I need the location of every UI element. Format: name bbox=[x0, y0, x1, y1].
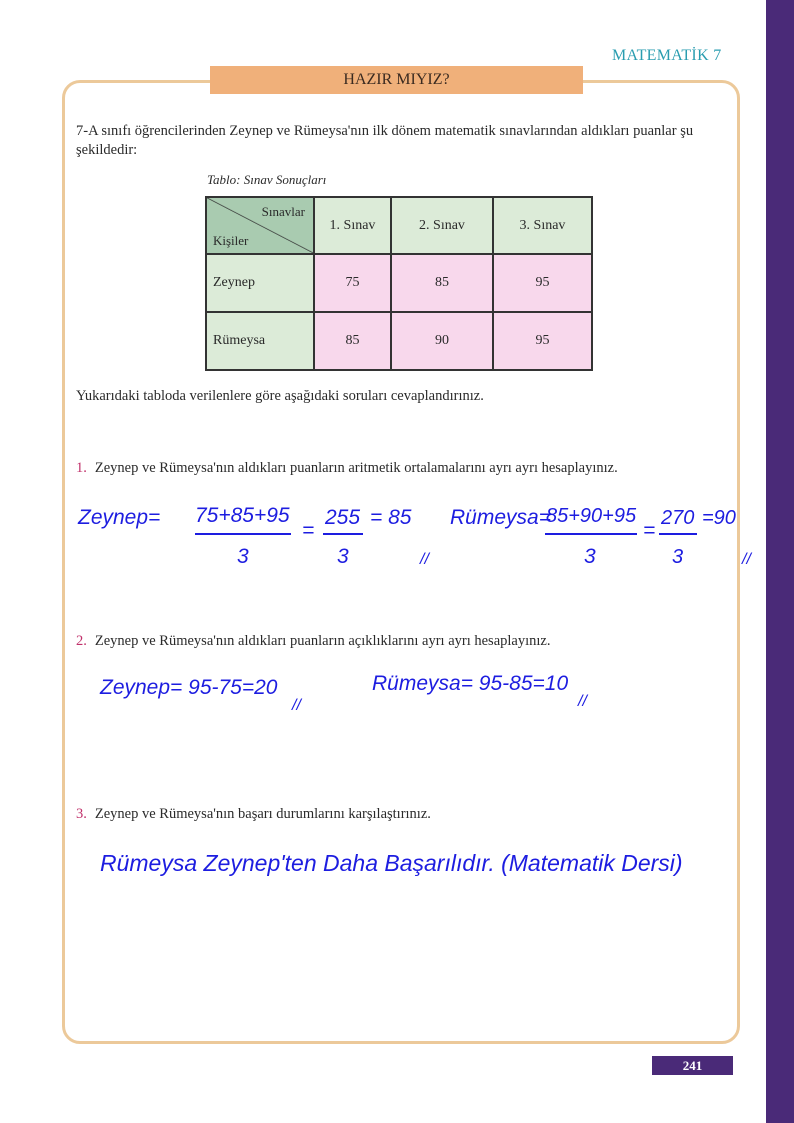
hw-text: Rümeysa= bbox=[450, 506, 551, 529]
cell: 95 bbox=[493, 254, 592, 312]
hw-text: 75+85+95 bbox=[195, 504, 290, 527]
question-text: Zeynep ve Rümeysa'nın aldıkları puanların açıklıklarını ayrı ayrı hesaplayınız. bbox=[94, 633, 551, 649]
fraction-bar bbox=[659, 533, 697, 535]
subject-header: MATEMATİK 7 bbox=[612, 47, 722, 64]
table-row bbox=[206, 312, 592, 370]
hw-text: Rümeysa= 95-85=10 bbox=[372, 672, 569, 695]
hw-text: = bbox=[302, 519, 315, 542]
hw-text: Zeynep= bbox=[78, 506, 161, 529]
instruction-text: Yukarıdaki tabloda verilenlere göre aşağıdaki soruları cevaplandırınız. bbox=[76, 388, 484, 404]
hw-text: // bbox=[742, 551, 751, 568]
cell: 85 bbox=[314, 312, 391, 370]
question-number: 3. bbox=[76, 806, 87, 822]
question-2 bbox=[76, 633, 550, 650]
answer-3: Rümeysa Zeynep'ten Daha Başarılıdır. (Matematik Dersi) bbox=[100, 850, 683, 876]
corner-bottom-label: Kişiler bbox=[213, 233, 249, 248]
question-1 bbox=[76, 460, 618, 477]
hw-text: 3 bbox=[237, 545, 249, 568]
corner-top-label: Sınavlar bbox=[261, 204, 305, 219]
question-number: 2. bbox=[76, 633, 87, 649]
table-header-row bbox=[206, 197, 592, 254]
cell: 90 bbox=[391, 312, 493, 370]
row-name: Zeynep bbox=[206, 254, 314, 312]
fraction-bar bbox=[545, 533, 637, 535]
hw-text: 3 bbox=[584, 545, 596, 568]
cell: 75 bbox=[314, 254, 391, 312]
hw-text: 255 bbox=[325, 506, 361, 529]
fraction-bar bbox=[195, 533, 291, 535]
hw-text: // bbox=[420, 551, 429, 568]
hw-text: Zeynep= 95-75=20 bbox=[100, 676, 278, 699]
hw-text: 3 bbox=[672, 546, 684, 568]
question-number: 1. bbox=[76, 460, 87, 476]
fraction-bar bbox=[323, 533, 363, 535]
cell: 85 bbox=[391, 254, 493, 312]
hw-text: 270 bbox=[661, 507, 695, 529]
question-text: Zeynep ve Rümeysa'nın başarı durumlarını karşılaştırınız. bbox=[94, 806, 431, 822]
row-name: Rümeysa bbox=[206, 312, 314, 370]
column-header: 3. Sınav bbox=[493, 197, 592, 254]
hw-text: =90 bbox=[702, 507, 736, 529]
table-caption: Tablo: Sınav Sonuçları bbox=[207, 172, 327, 187]
question-text: Zeynep ve Rümeysa'nın aldıkları puanların aritmetik ortalamalarını ayrı ayrı hesaplayınız. bbox=[94, 460, 618, 476]
column-header: 1. Sınav bbox=[314, 197, 391, 254]
hw-text: // bbox=[292, 697, 301, 714]
table-row bbox=[206, 254, 592, 312]
page-number: 241 bbox=[652, 1056, 733, 1075]
section-banner: HAZIR MIYIZ? bbox=[210, 66, 583, 94]
hw-text: // bbox=[578, 693, 587, 710]
hw-text: = bbox=[643, 519, 656, 542]
corner-cell bbox=[206, 197, 314, 254]
page-edge-bar bbox=[766, 0, 794, 1123]
hw-text: 85+90+95 bbox=[546, 505, 637, 527]
hw-text: 3 bbox=[337, 545, 349, 568]
hw-text: = 85 bbox=[370, 506, 412, 529]
results-table bbox=[205, 196, 593, 371]
intro-text: 7-A sınıfı öğrencilerinden Zeynep ve Rümeysa'nın ilk dönem matematik sınavlarından aldıkları puanlar şu şekildedir: bbox=[76, 123, 694, 158]
question-3 bbox=[76, 806, 431, 823]
column-header: 2. Sınav bbox=[391, 197, 493, 254]
cell: 95 bbox=[493, 312, 592, 370]
